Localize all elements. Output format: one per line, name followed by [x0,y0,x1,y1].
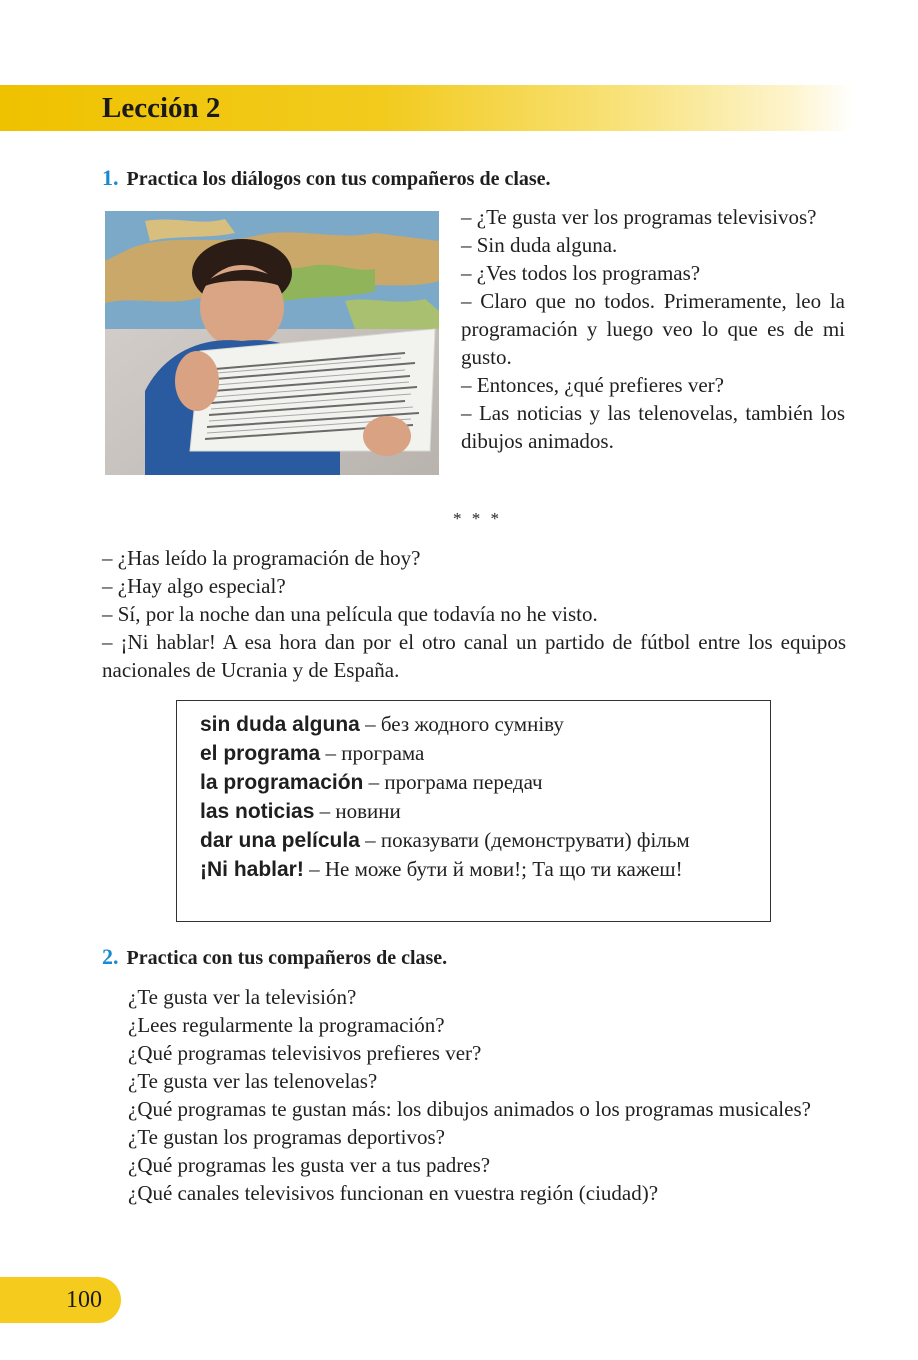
dialog-a-line: – Las noticias y las telenovelas, también los dibujos animados. [461,401,845,453]
page-number: 100 [66,1287,102,1313]
vocabulary-translation: – новини [314,799,401,823]
dialog-b-line: – ¿Hay algo especial? [102,574,286,598]
vocabulary-term: dar una película [200,829,360,852]
vocabulary-translation: – без жодного сумніву [359,712,564,736]
vocabulary-term: ¡Ni hablar! [200,858,304,881]
dialog-a [461,203,845,455]
lesson-title: Lección 2 [102,92,221,124]
question-item: ¿Te gusta ver las telenovelas? [128,1069,378,1093]
question-item: ¿Qué programas televisivos prefieres ver? [128,1041,482,1065]
vocabulary-translation: – Не може бути й мови!; Та що ти кажеш! [303,857,683,881]
dialog-a-line: – ¿Te gusta ver los programas televisivos? [461,205,817,229]
dialog-a-line: – Sin duda alguna. [461,233,618,257]
dialog-separator: * * * [453,509,502,528]
vocabulary-term: sin duda alguna [200,713,360,736]
question-item: ¿Qué programas les gusta ver a tus padres? [128,1153,491,1177]
vocabulary-entry [200,710,756,739]
vocabulary-translation: – програма [320,741,425,765]
vocabulary-translation: – програма передач [363,770,543,794]
dialog-b [102,544,846,684]
question-item: ¿Te gustan los programas deportivos? [128,1125,445,1149]
exercise-1-instruction: Practica los diálogos con tus compañeros de clase. [126,168,551,190]
dialog-b-line: – Sí, por la noche dan una película que todavía no he visto. [102,602,598,626]
vocabulary-term: la programación [200,771,364,794]
question-item: ¿Lees regularmente la programación? [128,1013,445,1037]
dialog-a-line: – Entonces, ¿qué prefieres ver? [461,373,724,397]
question-item: ¿Qué canales televisivos funcionan en vuestra región (ciudad)? [128,1181,659,1205]
vocabulary-entry [200,739,756,768]
dialog-a-line: – ¿Ves todos los programas? [461,261,701,285]
exercise-2-number: 2. [102,944,119,969]
exercise-2-instruction: Practica con tus compañeros de clase. [126,947,448,969]
page-number-tab [0,1277,121,1323]
exercise-2-heading [102,944,447,971]
vocabulary-entry [200,768,756,797]
vocabulary-entry [200,855,756,884]
photo-illustration [105,211,439,475]
vocabulary-entry [200,797,756,826]
boy-reading-newspaper-photo [105,211,439,475]
vocabulary-term: las noticias [200,800,315,823]
dialog-a-line: – Claro que no todos. Primeramente, leo la programación y luego veo lo que es de mi gusto. [461,289,845,369]
vocabulary-box [176,700,771,922]
dialog-b-line: – ¿Has leído la programación de hoy? [102,546,421,570]
vocabulary-translation: – показувати (демонструвати) фільм [359,828,690,852]
dialog-b-line: – ¡Ni hablar! A esa hora dan por el otro canal un partido de fútbol entre los equipos nacionales de Ucrania y de España. [102,630,846,682]
question-item: ¿Qué programas te gustan más: los dibujos animados o los programas musicales? [128,1097,811,1121]
exercise-2-questions [102,983,846,1207]
exercise-1-heading [102,165,551,192]
question-item: ¿Te gusta ver la televisión? [128,985,357,1009]
exercise-1-number: 1. [102,165,119,190]
vocabulary-term: el programa [200,742,321,765]
vocabulary-entry [200,826,756,855]
